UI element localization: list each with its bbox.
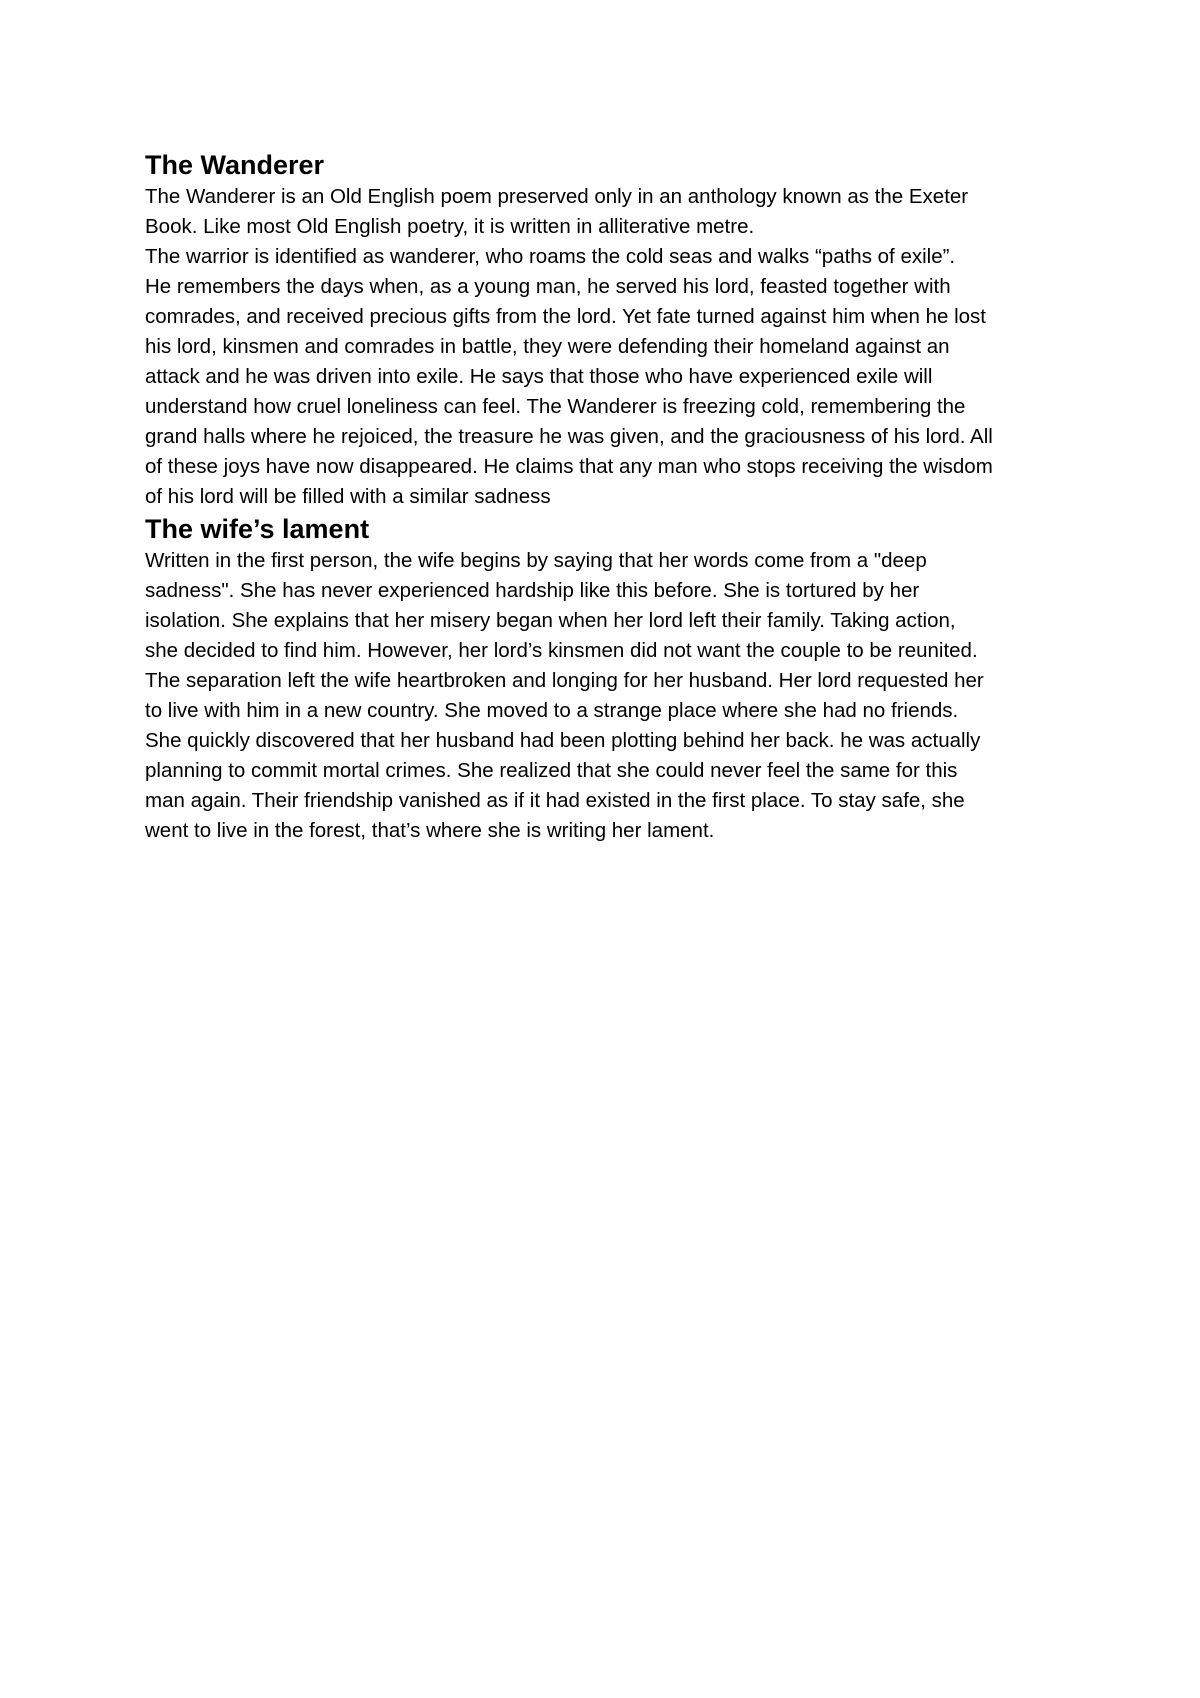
body-line: to live with him in a new country. She moved to a strange place where she had no friends. (145, 699, 959, 722)
body-line: she decided to find him. However, her lord’s kinsmen did not want the couple to be reunited. (145, 639, 978, 662)
body-line: his lord, kinsmen and comrades in battle, they were defending their homeland against an (145, 335, 950, 358)
section-body (145, 546, 1075, 846)
body-line: understand how cruel loneliness can feel. The Wanderer is freezing cold, remembering the (145, 395, 966, 418)
body-line: Written in the first person, the wife begins by saying that her words come from a "deep (145, 549, 927, 572)
section-the-wifes-lament (145, 512, 1075, 846)
body-line: The warrior is identified as wanderer, who roams the cold seas and walks “paths of exile”. (145, 245, 956, 268)
body-line: isolation. She explains that her misery began when her lord left their family. Taking action, (145, 609, 956, 632)
body-line: went to live in the forest, that’s where she is writing her lament. (145, 819, 715, 842)
body-line: attack and he was driven into exile. He says that those who have experienced exile will (145, 365, 933, 388)
body-line: The separation left the wife heartbroken and longing for her husband. Her lord requested her (145, 669, 984, 692)
body-line: grand halls where he rejoiced, the treasure he was given, and the graciousness of his lord. All (145, 425, 993, 448)
body-line: planning to commit mortal crimes. She realized that she could never feel the same for this (145, 759, 958, 782)
document-content (145, 148, 1075, 846)
section-the-wanderer (145, 148, 1075, 512)
section-heading: The Wanderer (145, 150, 325, 180)
section-body (145, 182, 1075, 512)
body-line: He remembers the days when, as a young man, he served his lord, feasted together with (145, 275, 951, 298)
body-line: comrades, and received precious gifts from the lord. Yet fate turned against him when he lost (145, 305, 986, 328)
section-heading: The wife’s lament (145, 514, 370, 544)
body-line: sadness". She has never experienced hardship like this before. She is tortured by her (145, 579, 920, 602)
body-line: of these joys have now disappeared. He claims that any man who stops receiving the wisdom (145, 455, 993, 478)
body-line: man again. Their friendship vanished as if it had existed in the first place. To stay safe, she (145, 789, 965, 812)
body-line: The Wanderer is an Old English poem preserved only in an anthology known as the Exeter (145, 185, 969, 208)
body-line: Book. Like most Old English poetry, it is written in alliterative metre. (145, 215, 755, 238)
body-line: She quickly discovered that her husband had been plotting behind her back. he was actually (145, 729, 981, 752)
body-line: of his lord will be filled with a similar sadness (145, 485, 551, 508)
